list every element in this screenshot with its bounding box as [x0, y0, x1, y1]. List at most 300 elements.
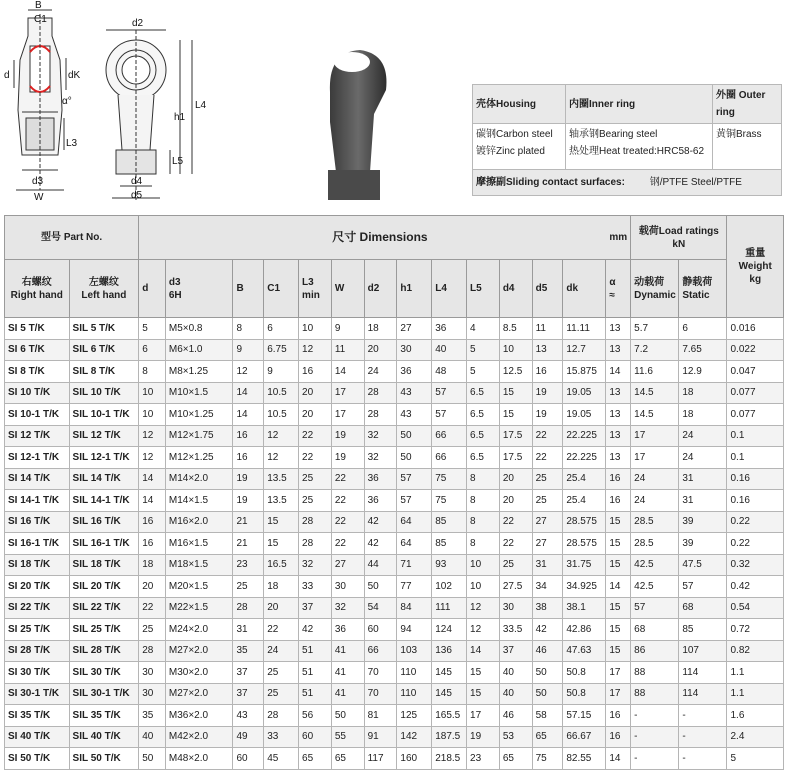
label-B: B	[35, 0, 42, 11]
part-right-hand: SI 18 T/K	[5, 554, 70, 576]
col-B: B	[233, 260, 264, 318]
table-cell: 42	[364, 533, 397, 555]
table-cell: M18×1.5	[165, 554, 233, 576]
col-C1: C1	[264, 260, 299, 318]
table-cell: 42	[532, 619, 563, 641]
table-cell: 13	[606, 339, 631, 361]
table-cell: 15	[606, 640, 631, 662]
table-cell: M14×2.0	[165, 468, 233, 490]
table-cell: 14	[331, 361, 364, 383]
table-row	[5, 554, 784, 576]
part-right-hand: SI 12 T/K	[5, 425, 70, 447]
table-cell: M16×1.5	[165, 533, 233, 555]
col-d2: d2	[364, 260, 397, 318]
table-cell: 27	[397, 318, 432, 340]
inner-ring-header: 内圈Inner ring	[566, 85, 713, 124]
table-cell: 57	[397, 490, 432, 512]
table-cell: 114	[679, 683, 727, 705]
table-cell: 25	[532, 468, 563, 490]
part-left-hand: SIL 6 T/K	[69, 339, 139, 361]
part-right-hand: SI 28 T/K	[5, 640, 70, 662]
table-cell: 70	[364, 662, 397, 684]
table-cell: 28.575	[563, 533, 606, 555]
table-cell: 0.077	[727, 404, 784, 426]
table-cell: 37	[233, 683, 264, 705]
table-cell: 22	[331, 468, 364, 490]
table-cell: 124	[432, 619, 467, 641]
table-cell: 88	[631, 683, 679, 705]
table-cell: 12	[264, 425, 299, 447]
table-cell: 88	[631, 662, 679, 684]
table-cell: 13	[606, 404, 631, 426]
table-cell: 50	[532, 683, 563, 705]
table-cell: 37	[299, 597, 332, 619]
table-cell: 16	[606, 726, 631, 748]
table-cell: 14	[606, 361, 631, 383]
table-cell: 64	[397, 511, 432, 533]
table-cell: 20	[499, 490, 532, 512]
table-cell: 56	[299, 705, 332, 727]
table-row	[5, 533, 784, 555]
table-cell: 17	[631, 447, 679, 469]
table-cell: 6	[264, 318, 299, 340]
table-cell: 66	[432, 447, 467, 469]
col-dk: dk	[563, 260, 606, 318]
table-cell: M14×1.5	[165, 490, 233, 512]
table-cell: 6.5	[467, 447, 500, 469]
table-cell: 16	[299, 361, 332, 383]
table-cell: 10	[139, 382, 166, 404]
table-cell: 18	[679, 404, 727, 426]
table-cell: 19	[532, 404, 563, 426]
table-cell: 28	[299, 511, 332, 533]
table-cell: 19	[233, 468, 264, 490]
table-cell: 33.5	[499, 619, 532, 641]
table-cell: 2.4	[727, 726, 784, 748]
table-cell: 0.42	[727, 576, 784, 598]
table-cell: 68	[631, 619, 679, 641]
table-cell: 25.4	[563, 490, 606, 512]
table-cell: 28	[299, 533, 332, 555]
table-cell: 58	[532, 705, 563, 727]
table-cell: -	[631, 705, 679, 727]
table-cell: 17	[606, 683, 631, 705]
part-left-hand: SIL 12 T/K	[69, 425, 139, 447]
table-cell: 107	[679, 640, 727, 662]
table-cell: 31	[233, 619, 264, 641]
table-cell: 43	[233, 705, 264, 727]
table-cell: 14	[467, 640, 500, 662]
table-cell: 36	[397, 361, 432, 383]
table-cell: 25	[499, 554, 532, 576]
part-left-hand: SIL 16-1 T/K	[69, 533, 139, 555]
table-cell: 30	[397, 339, 432, 361]
table-row	[5, 404, 784, 426]
table-cell: -	[679, 748, 727, 770]
table-cell: 0.22	[727, 511, 784, 533]
table-cell: 51	[299, 683, 332, 705]
table-cell: 57	[432, 382, 467, 404]
table-cell: 28.575	[563, 511, 606, 533]
table-cell: 110	[397, 683, 432, 705]
table-row	[5, 662, 784, 684]
table-cell: 12.7	[563, 339, 606, 361]
table-cell: 14	[233, 404, 264, 426]
table-cell: M24×2.0	[165, 619, 233, 641]
table-cell: M10×1.5	[165, 382, 233, 404]
table-cell: 19	[532, 382, 563, 404]
table-cell: 33	[299, 576, 332, 598]
table-cell: 0.1	[727, 425, 784, 447]
part-left-hand: SIL 35 T/K	[69, 705, 139, 727]
table-cell: M16×2.0	[165, 511, 233, 533]
table-cell: 13	[606, 425, 631, 447]
table-cell: 40	[432, 339, 467, 361]
part-right-hand: SI 6 T/K	[5, 339, 70, 361]
table-cell: M30×2.0	[165, 662, 233, 684]
table-cell: 57	[397, 468, 432, 490]
table-cell: 15	[606, 597, 631, 619]
table-cell: 46	[499, 705, 532, 727]
table-cell: 10	[467, 576, 500, 598]
table-cell: 20	[364, 339, 397, 361]
label-d3: d3	[32, 176, 44, 187]
table-cell: 15	[264, 533, 299, 555]
table-cell: 32	[299, 554, 332, 576]
table-cell: 17	[331, 404, 364, 426]
table-cell: 10	[139, 404, 166, 426]
table-cell: M10×1.25	[165, 404, 233, 426]
table-cell: 8	[467, 511, 500, 533]
table-cell: 19.05	[563, 404, 606, 426]
table-row	[5, 597, 784, 619]
table-cell: 15	[467, 662, 500, 684]
table-cell: 6	[139, 339, 166, 361]
table-cell: 42.5	[631, 576, 679, 598]
table-cell: 15	[606, 533, 631, 555]
col-d3: d3 6H	[165, 260, 233, 318]
table-cell: 19	[331, 447, 364, 469]
table-cell: 66.67	[563, 726, 606, 748]
table-cell: 136	[432, 640, 467, 662]
table-cell: 10.5	[264, 404, 299, 426]
table-cell: 51	[299, 662, 332, 684]
table-cell: 22	[331, 511, 364, 533]
table-cell: 17.5	[499, 425, 532, 447]
part-left-hand: SIL 22 T/K	[69, 597, 139, 619]
table-cell: 13	[532, 339, 563, 361]
table-cell: 12	[139, 447, 166, 469]
part-right-hand: SI 14-1 T/K	[5, 490, 70, 512]
table-cell: 42.5	[631, 554, 679, 576]
table-cell: 14	[139, 468, 166, 490]
table-cell: 24	[679, 447, 727, 469]
table-cell: 40	[499, 662, 532, 684]
part-right-hand: SI 50 T/K	[5, 748, 70, 770]
table-cell: 77	[397, 576, 432, 598]
part-right-hand: SI 5 T/K	[5, 318, 70, 340]
table-cell: 22	[532, 447, 563, 469]
table-cell: 60	[299, 726, 332, 748]
table-cell: 8	[467, 490, 500, 512]
part-right-hand: SI 20 T/K	[5, 576, 70, 598]
table-cell: 75	[432, 468, 467, 490]
table-cell: 17	[606, 662, 631, 684]
table-cell: 18	[364, 318, 397, 340]
part-left-hand: SIL 10 T/K	[69, 382, 139, 404]
table-cell: 41	[331, 640, 364, 662]
spec-table-body	[5, 318, 784, 770]
table-cell: 24	[364, 361, 397, 383]
table-cell: 41	[331, 662, 364, 684]
label-L5: L5	[172, 156, 184, 167]
table-cell: 81	[364, 705, 397, 727]
table-cell: 22	[499, 511, 532, 533]
table-cell: 19	[467, 726, 500, 748]
table-cell: 15	[606, 554, 631, 576]
table-cell: 0.82	[727, 640, 784, 662]
table-cell: 24	[631, 490, 679, 512]
table-cell: 21	[233, 511, 264, 533]
table-cell: 17	[467, 705, 500, 727]
table-cell: 12	[139, 425, 166, 447]
table-cell: 8	[467, 533, 500, 555]
header-area	[0, 0, 790, 213]
table-cell: 84	[397, 597, 432, 619]
sliding-surfaces: 摩擦副Sliding contact surfaces: 钢/PTFE Steel/PTFE	[473, 170, 782, 196]
table-cell: 21	[233, 533, 264, 555]
table-cell: 30	[139, 662, 166, 684]
table-row	[5, 468, 784, 490]
table-cell: 22	[299, 425, 332, 447]
dimensions-header: 尺寸 Dimensions mm	[139, 216, 631, 260]
table-cell: 34.925	[563, 576, 606, 598]
table-cell: 31	[679, 468, 727, 490]
table-cell: 42.86	[563, 619, 606, 641]
table-cell: 11.11	[563, 318, 606, 340]
table-cell: 28	[233, 597, 264, 619]
table-row	[5, 726, 784, 748]
label-d2: d2	[132, 18, 144, 29]
table-cell: 27.5	[499, 576, 532, 598]
table-cell: 125	[397, 705, 432, 727]
table-cell: 20	[299, 382, 332, 404]
table-cell: 22	[499, 533, 532, 555]
table-cell: 32	[331, 597, 364, 619]
load-ratings-header: 载荷Load ratings kN	[631, 216, 727, 260]
table-cell: 65	[299, 748, 332, 770]
table-cell: 25	[299, 468, 332, 490]
table-cell: 91	[364, 726, 397, 748]
table-cell: 38	[532, 597, 563, 619]
table-cell: 86	[631, 640, 679, 662]
table-cell: 65	[499, 748, 532, 770]
table-cell: 1.6	[727, 705, 784, 727]
table-cell: 15	[499, 404, 532, 426]
table-cell: 12	[299, 339, 332, 361]
table-cell: 145	[432, 683, 467, 705]
table-cell: 4	[467, 318, 500, 340]
table-cell: 50	[364, 576, 397, 598]
table-cell: 8.5	[499, 318, 532, 340]
table-cell: 16	[139, 511, 166, 533]
table-cell: 22	[331, 533, 364, 555]
label-d5: d5	[131, 190, 143, 201]
part-left-hand: SIL 16 T/K	[69, 511, 139, 533]
table-cell: 7.65	[679, 339, 727, 361]
table-cell: 48	[432, 361, 467, 383]
table-cell: 22	[139, 597, 166, 619]
table-cell: 20	[299, 404, 332, 426]
table-cell: 165.5	[432, 705, 467, 727]
table-cell: 114	[679, 662, 727, 684]
table-cell: 9	[264, 361, 299, 383]
weight-header: 重量 Weight kg	[727, 216, 784, 318]
table-cell: 37	[499, 640, 532, 662]
col-h1: h1	[397, 260, 432, 318]
table-cell: M8×1.25	[165, 361, 233, 383]
part-right-hand: SI 16 T/K	[5, 511, 70, 533]
col-d5: d5	[532, 260, 563, 318]
table-row	[5, 640, 784, 662]
part-left-hand: SIL 14 T/K	[69, 468, 139, 490]
part-right-hand: SI 8 T/K	[5, 361, 70, 383]
table-cell: 0.16	[727, 468, 784, 490]
table-cell: 75	[432, 490, 467, 512]
table-cell: M5×0.8	[165, 318, 233, 340]
table-cell: 111	[432, 597, 467, 619]
table-cell: 20	[264, 597, 299, 619]
table-row	[5, 361, 784, 383]
table-cell: 6.5	[467, 425, 500, 447]
col-static: 静载荷 Static	[679, 260, 727, 318]
table-cell: 11	[331, 339, 364, 361]
table-cell: 10	[467, 554, 500, 576]
table-cell: M20×1.5	[165, 576, 233, 598]
table-cell: 75	[532, 748, 563, 770]
table-cell: 28	[264, 705, 299, 727]
table-cell: 13	[606, 382, 631, 404]
table-cell: -	[679, 726, 727, 748]
table-cell: 16.5	[264, 554, 299, 576]
table-cell: 0.16	[727, 490, 784, 512]
col-d: d	[139, 260, 166, 318]
label-d: d	[4, 70, 10, 81]
table-row	[5, 683, 784, 705]
table-cell: 36	[364, 490, 397, 512]
table-cell: 30	[139, 683, 166, 705]
table-cell: 23	[233, 554, 264, 576]
part-right-hand: SI 12-1 T/K	[5, 447, 70, 469]
table-cell: 66	[432, 425, 467, 447]
part-right-hand: SI 35 T/K	[5, 705, 70, 727]
table-cell: 38.1	[563, 597, 606, 619]
table-cell: 5	[467, 339, 500, 361]
table-cell: 27	[331, 554, 364, 576]
table-cell: 28	[139, 640, 166, 662]
table-cell: 60	[233, 748, 264, 770]
table-row	[5, 576, 784, 598]
table-cell: 31	[532, 554, 563, 576]
table-cell: 36	[331, 619, 364, 641]
table-cell: 24	[264, 640, 299, 662]
table-cell: 57.15	[563, 705, 606, 727]
table-cell: M27×2.0	[165, 683, 233, 705]
table-cell: 54	[364, 597, 397, 619]
part-right-hand: SI 14 T/K	[5, 468, 70, 490]
table-row	[5, 339, 784, 361]
table-cell: 40	[499, 683, 532, 705]
table-cell: 42	[364, 511, 397, 533]
table-cell: 1.1	[727, 662, 784, 684]
table-cell: 110	[397, 662, 432, 684]
table-cell: 44	[364, 554, 397, 576]
table-cell: 45	[264, 748, 299, 770]
table-cell: 36	[364, 468, 397, 490]
table-cell: 0.047	[727, 361, 784, 383]
table-cell: 14.5	[631, 382, 679, 404]
table-cell: 1.1	[727, 683, 784, 705]
table-cell: 65	[331, 748, 364, 770]
table-cell: 31.75	[563, 554, 606, 576]
table-cell: 32	[364, 447, 397, 469]
table-cell: 0.54	[727, 597, 784, 619]
table-row	[5, 490, 784, 512]
part-right-hand: SI 16-1 T/K	[5, 533, 70, 555]
table-cell: 17	[331, 382, 364, 404]
table-cell: M42×2.0	[165, 726, 233, 748]
table-cell: 9	[233, 339, 264, 361]
table-cell: 57	[631, 597, 679, 619]
table-cell: 0.72	[727, 619, 784, 641]
table-cell: 53	[499, 726, 532, 748]
table-cell: 20	[499, 468, 532, 490]
table-cell: 22	[331, 490, 364, 512]
table-cell: 22	[299, 447, 332, 469]
table-cell: 9	[331, 318, 364, 340]
col-d4: d4	[499, 260, 532, 318]
table-cell: 5	[467, 361, 500, 383]
table-cell: 15.875	[563, 361, 606, 383]
spec-table	[4, 215, 784, 770]
outer-ring-header: 外圈 Outer ring	[713, 85, 782, 124]
table-cell: 25	[264, 683, 299, 705]
table-cell: 16	[606, 705, 631, 727]
table-cell: -	[631, 748, 679, 770]
part-right-hand: SI 25 T/K	[5, 619, 70, 641]
table-cell: 0.077	[727, 382, 784, 404]
table-cell: 6.5	[467, 382, 500, 404]
table-cell: 50.8	[563, 662, 606, 684]
table-row	[5, 705, 784, 727]
part-left-hand: SIL 40 T/K	[69, 726, 139, 748]
table-cell: 60	[364, 619, 397, 641]
table-cell: 0.022	[727, 339, 784, 361]
part-left-hand: SIL 8 T/K	[69, 361, 139, 383]
col-dynamic: 动载荷 Dynamic	[631, 260, 679, 318]
table-cell: 85	[432, 511, 467, 533]
table-cell: 5	[727, 748, 784, 770]
table-cell: 11	[532, 318, 563, 340]
table-cell: 27	[532, 511, 563, 533]
table-cell: 18	[264, 576, 299, 598]
table-cell: 34	[532, 576, 563, 598]
table-cell: 20	[139, 576, 166, 598]
table-cell: 40	[139, 726, 166, 748]
table-cell: 12	[264, 447, 299, 469]
table-cell: 71	[397, 554, 432, 576]
table-cell: 28.5	[631, 533, 679, 555]
